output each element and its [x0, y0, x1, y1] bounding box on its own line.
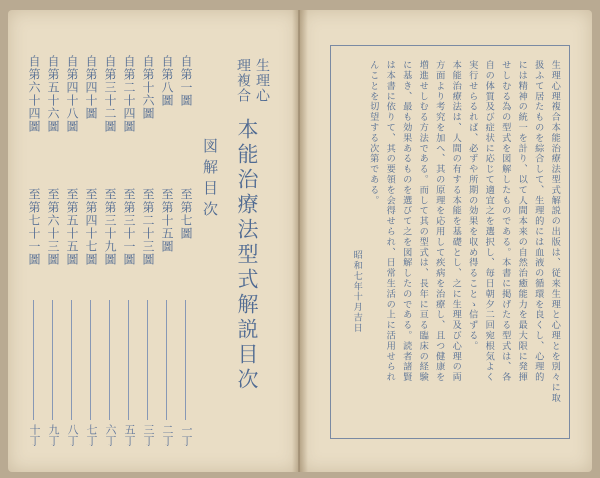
- leader-line: [166, 300, 167, 420]
- preface-line: せしむる為の型式を図解したものである。本書に掲げたる型式は、各: [499, 60, 511, 383]
- preface-line: 本能治療法は、人間の有する本能を基礎とし、之に生理及び心理の両: [450, 60, 462, 383]
- preface-line: 実行せらるれば、必ずや所期の効果を収め得ることゝ信ずる。: [466, 60, 478, 352]
- toc-entry-page: 五丁: [123, 424, 136, 446]
- toc-entry-to: 至第六十三圖: [46, 188, 60, 266]
- toc-entry-page: 十丁: [28, 424, 41, 446]
- leader-line: [109, 300, 110, 420]
- toc-entry-to: 至第十五圖: [160, 188, 174, 253]
- toc-entry-from: 自第四十八圖: [65, 55, 79, 133]
- toc-entry-from: 自第十六圖: [141, 55, 155, 120]
- toc-entry-page: 九丁: [47, 424, 60, 446]
- toc-entry-from: 自第一圖: [179, 55, 193, 107]
- toc-entry-from: 自第五十六圖: [46, 55, 60, 133]
- toc-heading: 図解目次: [201, 138, 219, 222]
- preface-line: 扱ふて居たものを綜合して、生理的には血液の循環を良くし、心理的: [532, 60, 544, 383]
- preface-line: 生理心理複合本能治療法型式解説の出版は、従来生理と心理とを別々に取: [549, 60, 561, 404]
- leader-line: [128, 300, 129, 420]
- page-title: 本能治療法型式解説目次: [235, 118, 259, 393]
- toc-entry-from: 自第三十二圖: [103, 55, 117, 133]
- toc-entry-from: 自第二十四圖: [122, 55, 136, 133]
- preface-line: 自の体質及び症状に応じて適宜之を選択し、毎日朝夕二回宛根気よく: [483, 60, 495, 383]
- preface-line: に基き、最も効果あるものを選びて之を図解したのである。読者諸賢: [400, 60, 412, 383]
- toc-entry-page: 六丁: [104, 424, 117, 446]
- toc-entry-from: 自第四十圖: [84, 55, 98, 120]
- toc-entry-to: 至第三十九圖: [103, 188, 117, 266]
- toc-entry-from: 自第八圖: [160, 55, 174, 107]
- leader-line: [71, 300, 72, 420]
- preface-line: 方面より考究を加へ、其の原理を応用して疾病を治療し、且つ健康を: [433, 60, 445, 383]
- book-gutter: [292, 10, 308, 472]
- toc-entry-page: 三丁: [142, 424, 155, 446]
- preface-line: には精神の統一を計り、以て人間本来の自然治癒能力を最大限に発揮: [516, 60, 528, 383]
- toc-entry-to: 至第三十一圖: [122, 188, 136, 266]
- leader-line: [33, 300, 34, 420]
- toc-entry-page: 七丁: [85, 424, 98, 446]
- toc-entry-to: 至第二十三圖: [141, 188, 155, 266]
- leader-line: [185, 300, 186, 420]
- toc-entry-to: 至第四十七圖: [84, 188, 98, 266]
- preface-line: 昭和七年十月吉日: [351, 250, 363, 334]
- subtitle-right: 生理心: [254, 58, 270, 103]
- leader-line: [90, 300, 91, 420]
- toc-entry-from: 自第六十四圖: [27, 55, 41, 133]
- toc-entry-page: 二丁: [161, 424, 174, 446]
- leader-line: [52, 300, 53, 420]
- toc-entry-page: 一丁: [180, 424, 193, 446]
- toc-entry-to: 至第五十五圖: [65, 188, 79, 266]
- preface-line: 増進せしむる方法である。而して其の型式は、長年に亘る臨床の経験: [417, 60, 429, 383]
- toc-entry-to: 至第七十一圖: [27, 188, 41, 266]
- subtitle-left: 理複合: [235, 58, 251, 103]
- leader-line: [147, 300, 148, 420]
- preface-line: んことを切望する次第である。: [367, 60, 379, 206]
- toc-entry-page: 八丁: [66, 424, 79, 446]
- preface-line: は本書に依りて、其の要領を会得せられ、日常生活の上に活用せられ: [384, 60, 396, 383]
- toc-entry-to: 至第七圖: [179, 188, 193, 240]
